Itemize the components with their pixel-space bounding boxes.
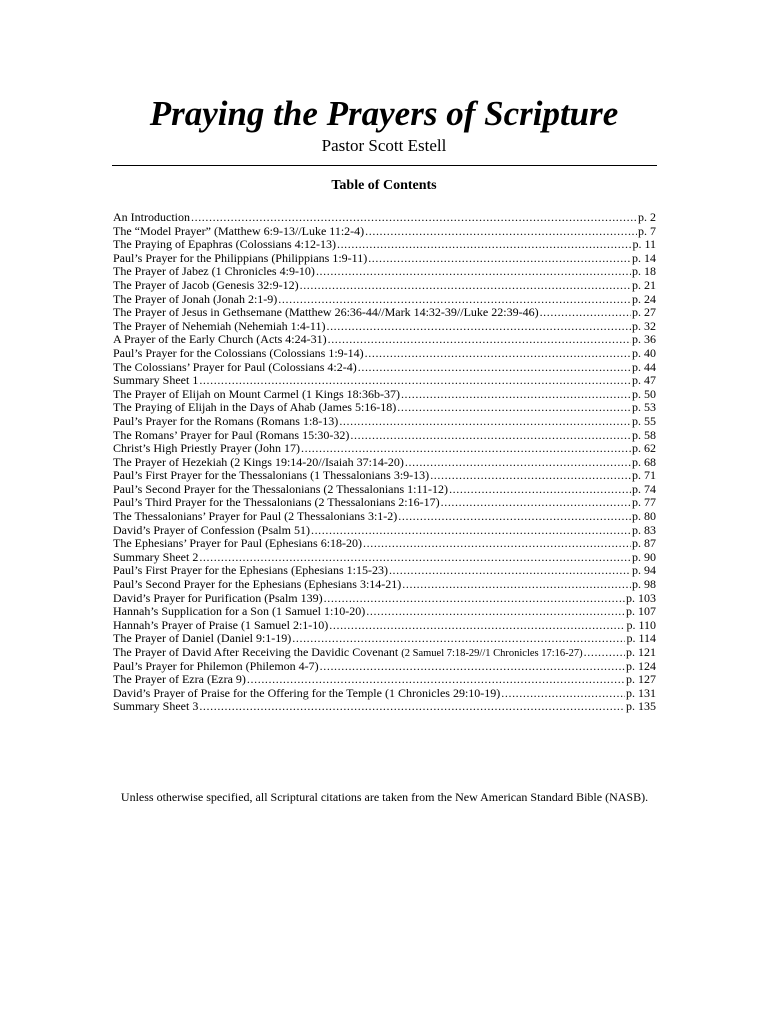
toc-entry [113, 551, 656, 565]
toc-entry-title [113, 252, 367, 266]
toc-entry-title [113, 551, 198, 565]
toc-entry-title-text: Paul’s First Prayer for the Thessalonians (1 Thessalonians 3:9-13) [113, 469, 430, 483]
dot-leader [339, 415, 631, 429]
toc-entry-title-text: The Prayer of Jesus in Gethsemane (Matthew 26:36-44//Mark 14:32-39//Luke 22:39-46) [113, 306, 539, 320]
toc-entry-page: p. 47 [632, 374, 656, 388]
toc-entry [113, 442, 656, 456]
dot-leader [398, 510, 631, 524]
dot-leader [199, 700, 625, 714]
toc-entry-page: p. 27 [632, 306, 656, 320]
toc-entry-title-text: The Prayer of Nehemiah (Nehemiah 1:4-11) [113, 319, 326, 333]
toc-entry-page: p. 87 [632, 537, 656, 551]
toc-entry [113, 524, 656, 538]
toc-entry [113, 238, 656, 252]
toc-entry [113, 605, 656, 619]
toc-entry-title [113, 333, 327, 347]
toc-entry-page: p. 58 [632, 428, 656, 442]
toc-entry-title [113, 687, 500, 701]
dot-leader [326, 320, 631, 334]
toc-entry [113, 279, 656, 293]
document-title: Praying the Prayers of Scripture [149, 94, 619, 133]
toc-entry-title-text: Paul’s Third Prayer for the Thessalonians (2 Thessalonians 2:16-17) [113, 496, 440, 510]
toc-entry-page: p. 40 [632, 346, 656, 360]
toc-entry-title [113, 592, 323, 606]
toc-entry-title-text: The Prayer of Jonah (Jonah 2:1-9) [113, 292, 278, 306]
toc-entry [113, 564, 656, 578]
toc-entry-page: p. 80 [632, 510, 656, 524]
toc-entry-page: p. 103 [626, 591, 656, 605]
toc-entry [113, 456, 656, 470]
toc-entry-page: p. 36 [632, 333, 656, 347]
toc-entry-title [113, 524, 310, 538]
dot-leader [247, 673, 625, 687]
dot-leader [300, 279, 631, 293]
toc-entry [113, 646, 656, 660]
toc-entry-title-text: Christ’s High Priestly Prayer (John 17) [113, 442, 300, 456]
toc-entry [113, 347, 656, 361]
toc-entry-title [113, 660, 319, 674]
toc-entry-title [113, 293, 277, 307]
dot-leader [337, 238, 631, 252]
toc-entry-page: p. 32 [632, 319, 656, 333]
dot-leader [430, 469, 631, 483]
toc-entry-page: p. 44 [632, 360, 656, 374]
dot-leader [328, 333, 631, 347]
toc-entry-title-text: The Prayer of Hezekiah (2 Kings 19:14-20//Isaiah 37:14-20) [113, 455, 404, 469]
toc-entry-title [113, 279, 299, 293]
toc-entry-title [113, 632, 291, 646]
toc-entry-page: p. 124 [626, 659, 656, 673]
toc-entry-title [113, 415, 338, 429]
toc-entry [113, 619, 656, 633]
toc-entry-page: p. 7 [638, 224, 656, 238]
toc-entry-page: p. 83 [632, 523, 656, 537]
toc-entry-page: p. 107 [626, 605, 656, 619]
toc-entry-page: p. 24 [632, 292, 656, 306]
dot-leader [366, 605, 625, 619]
toc-entry-title-text: Hannah’s Prayer of Praise (1 Samuel 2:1-10) [113, 618, 329, 632]
toc-entry [113, 293, 656, 307]
dot-leader [501, 687, 625, 701]
toc-entry-title-text: Paul’s Second Prayer for the Ephesians (Ephesians 3:14-21) [113, 578, 402, 592]
toc-entry-title [113, 469, 429, 483]
toc-entry-page: p. 98 [632, 578, 656, 592]
title-divider [112, 165, 657, 166]
toc-entry-page: p. 11 [632, 238, 656, 252]
toc-entry-title [113, 388, 400, 402]
dot-leader [329, 619, 625, 633]
toc-entry [113, 265, 656, 279]
toc-entry-title-text: The Colossians’ Prayer for Paul (Colossians 4:2-4) [113, 360, 357, 374]
toc-entry-title-text: The Prayer of Ezra (Ezra 9) [113, 673, 246, 687]
toc-entry-page: p. 114 [626, 632, 656, 646]
toc-entry-title-text: Paul’s First Prayer for the Ephesians (Ephesians 1:15-23) [113, 564, 388, 578]
toc-entry-title [113, 238, 336, 252]
toc-entry [113, 483, 656, 497]
toc-entry-title [113, 496, 440, 510]
table-of-contents [113, 211, 656, 714]
dot-leader [301, 442, 631, 456]
toc-entry-title [113, 211, 190, 225]
dot-leader [363, 537, 631, 551]
dot-leader [402, 578, 631, 592]
dot-leader [449, 483, 631, 497]
toc-entry-title [113, 374, 198, 388]
toc-entry-title [113, 605, 365, 619]
toc-entry-title-text: The Ephesians’ Prayer for Paul (Ephesians 6:18-20) [113, 537, 363, 551]
toc-entry-title-text: Summary Sheet 1 [113, 374, 199, 388]
toc-entry-title-text: The Prayer of David After Receiving the Davidic Covenant [113, 646, 402, 659]
toc-entry-page: p. 21 [632, 278, 656, 292]
toc-entry-title-text: Summary Sheet 3 [113, 700, 199, 714]
toc-entry-page: p. 18 [632, 265, 656, 279]
toc-entry-page: p. 127 [626, 673, 656, 687]
toc-entry [113, 537, 656, 551]
toc-entry-page: p. 62 [632, 442, 656, 456]
toc-entry-title-text: Hannah’s Supplication for a Son (1 Samuel 1:10-20) [113, 605, 366, 619]
toc-entry [113, 333, 656, 347]
toc-entry-title-text: The Praying of Elijah in the Days of Ahab (James 5:16-18) [113, 401, 397, 415]
dot-leader [441, 496, 631, 510]
toc-entry-title [113, 401, 396, 415]
toc-entry-page: p. 90 [632, 550, 656, 564]
toc-entry-title [113, 578, 401, 592]
toc-entry-title-text: An Introduction [113, 211, 190, 224]
toc-entry [113, 592, 656, 606]
toc-entry-title-text: Paul’s Prayer for the Romans (Romans 1:8-13) [113, 414, 339, 428]
dot-leader [401, 388, 631, 402]
toc-entry [113, 632, 656, 646]
toc-entry-page: p. 110 [626, 618, 656, 632]
toc-entry-title-text: The “Model Prayer” (Matthew 6:9-13//Luke 11:2-4) [113, 224, 365, 238]
toc-entry-title [113, 361, 357, 375]
toc-entry [113, 469, 656, 483]
dot-leader [199, 374, 631, 388]
toc-entry-title-text: The Prayer of Jabez (1 Chronicles 4:9-10) [113, 265, 315, 279]
toc-entry-title-text: Paul’s Second Prayer for the Thessalonians (2 Thessalonians 1:11-12) [113, 482, 449, 496]
toc-entry-page: p. 50 [632, 387, 656, 401]
toc-entry-title-text: David’s Prayer of Confession (Psalm 51) [113, 523, 310, 537]
toc-entry-title-text: Paul’s Prayer for the Philippians (Philippians 1:9-11) [113, 251, 368, 265]
toc-entry-title [113, 619, 328, 633]
dot-leader [324, 592, 625, 606]
dot-leader [397, 401, 631, 415]
dot-leader [292, 632, 625, 646]
toc-entry [113, 374, 656, 388]
toc-entry [113, 673, 656, 687]
toc-entry-page: p. 53 [632, 401, 656, 415]
toc-entry-title [113, 320, 325, 334]
dot-leader [405, 456, 631, 470]
toc-entry [113, 687, 656, 701]
toc-entry [113, 225, 656, 239]
dot-leader [365, 225, 637, 239]
toc-entry-title [113, 483, 448, 497]
toc-entry-page: p. 55 [632, 414, 656, 428]
toc-entry-page: p. 2 [638, 211, 656, 224]
toc-entry-title [113, 456, 404, 470]
toc-entry [113, 429, 656, 443]
toc-entry-page: p. 14 [632, 251, 656, 265]
dot-leader [540, 306, 631, 320]
toc-entry [113, 306, 656, 320]
toc-entry [113, 401, 656, 415]
toc-entry [113, 415, 656, 429]
citation-footnote: Unless otherwise specified, all Scriptural citations are taken from the New American Standard Bible (NASB). [120, 790, 649, 804]
toc-entry-title [113, 347, 364, 361]
toc-entry [113, 660, 656, 674]
toc-entry-title [113, 673, 246, 687]
toc-entry-title [113, 429, 349, 443]
dot-leader [199, 551, 631, 565]
toc-entry-title-text: Paul’s Prayer for the Colossians (Colossians 1:9-14) [113, 346, 364, 360]
toc-entry-title [113, 564, 388, 578]
toc-entry-title [113, 510, 397, 524]
dot-leader [389, 564, 631, 578]
toc-entry-reference: (2 Samuel 7:18-29//1 Chronicles 17:16-27) [401, 648, 583, 659]
dot-leader [191, 211, 637, 225]
toc-entry-title-text: David’s Prayer of Praise for the Offering for the Temple (1 Chronicles 29:10-19) [113, 686, 501, 700]
dot-leader [316, 265, 631, 279]
dot-leader [350, 429, 631, 443]
toc-entry-title-text: David’s Prayer for Purification (Psalm 139) [113, 591, 323, 605]
toc-entry [113, 578, 656, 592]
toc-entry-page: p. 94 [632, 564, 656, 578]
toc-entry [113, 700, 656, 714]
toc-entry-title [113, 537, 362, 551]
toc-entry-title [113, 700, 198, 714]
toc-entry [113, 388, 656, 402]
dot-leader [368, 252, 631, 266]
toc-entry-page: p. 74 [632, 482, 656, 496]
toc-entry [113, 252, 656, 266]
toc-entry-title-text: A Prayer of the Early Church (Acts 4:24-31) [113, 333, 327, 347]
toc-entry-title [113, 442, 300, 456]
toc-entry-title-text: The Prayer of Jacob (Genesis 32:9-12) [113, 278, 299, 292]
dot-leader [311, 524, 631, 538]
toc-entry-page: p. 121 [626, 646, 656, 659]
dot-leader [358, 361, 631, 375]
dot-leader [365, 347, 631, 361]
dot-leader [278, 293, 631, 307]
toc-entry-title-text: Summary Sheet 2 [113, 550, 199, 564]
toc-entry-title-text: The Prayer of Daniel (Daniel 9:1-19) [113, 632, 292, 646]
toc-entry-title-text: The Thessalonians’ Prayer for Paul (2 Thessalonians 3:1-2) [113, 510, 398, 524]
toc-entry-page: p. 68 [632, 455, 656, 469]
toc-heading: Table of Contents [331, 178, 437, 193]
toc-entry-title-text: The Romans’ Prayer for Paul (Romans 15:30-32) [113, 428, 350, 442]
toc-entry-page: p. 77 [632, 496, 656, 510]
dot-leader [320, 660, 625, 674]
toc-entry [113, 510, 656, 524]
toc-entry [113, 361, 656, 375]
toc-entry-page: p. 71 [632, 469, 656, 483]
toc-entry-title-text: Paul’s Prayer for Philemon (Philemon 4-7) [113, 659, 319, 673]
author-name: Pastor Scott Estell [321, 136, 447, 155]
toc-entry-page: p. 135 [626, 700, 656, 714]
toc-entry-title-text: The Praying of Epaphras (Colossians 4:12-13) [113, 238, 336, 252]
toc-entry-title [113, 225, 364, 239]
toc-entry [113, 496, 656, 510]
toc-entry [113, 211, 656, 225]
toc-entry-title [113, 265, 315, 279]
toc-entry-title [113, 646, 583, 660]
dot-leader [584, 646, 625, 660]
toc-entry [113, 320, 656, 334]
toc-entry-title [113, 306, 539, 320]
toc-entry-title-text: The Prayer of Elijah on Mount Carmel (1 Kings 18:36b-37) [113, 387, 400, 401]
toc-entry-page: p. 131 [626, 686, 656, 700]
